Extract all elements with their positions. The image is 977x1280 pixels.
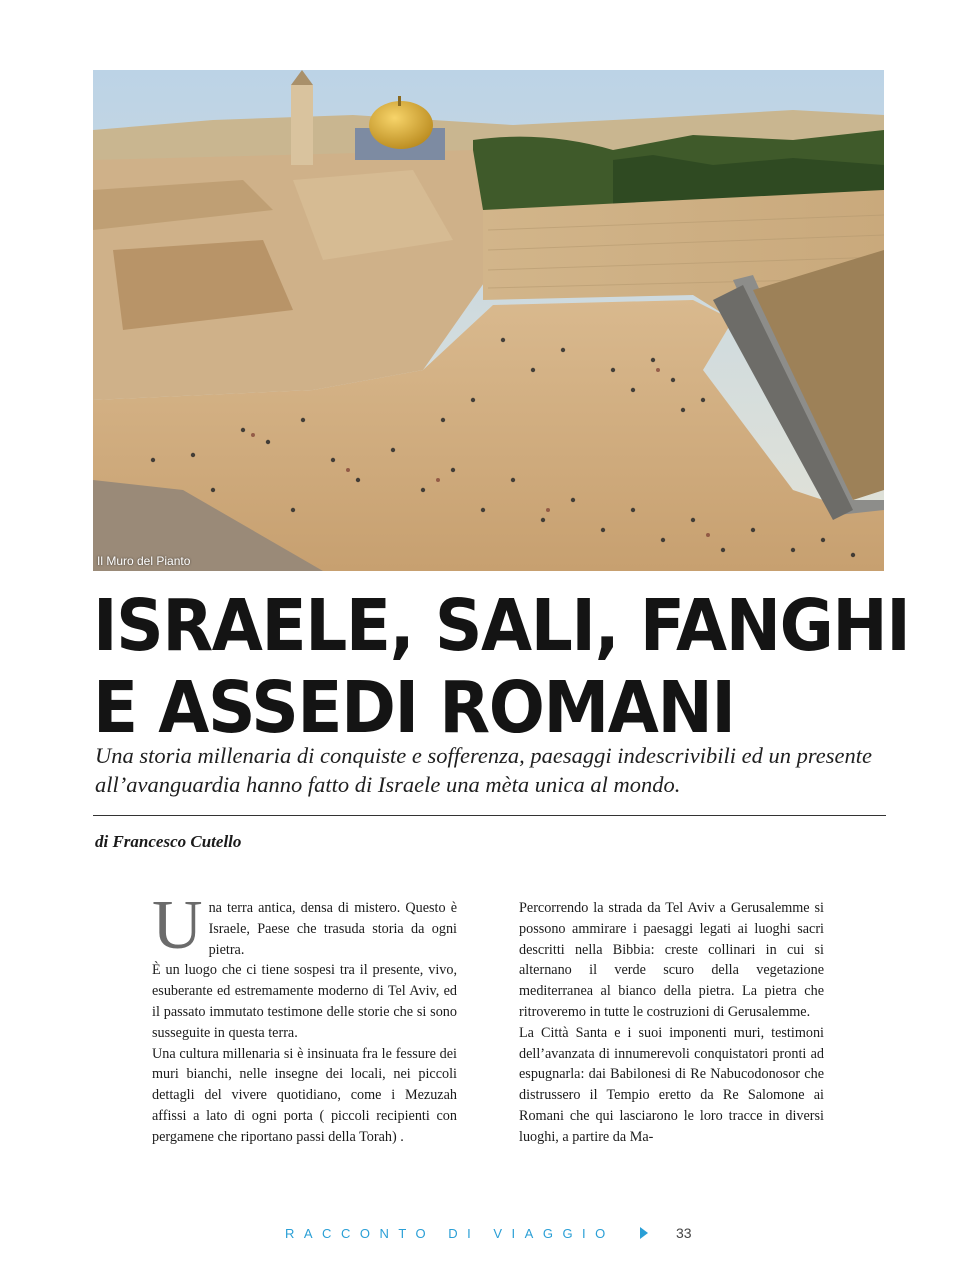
dropcap: U (152, 887, 203, 964)
paragraph: La Città Santa e i suoi imponenti muri, testimoni dell’avanzata di innumerevoli conquistatori pronti ad espugnarla: dai Babilonesi di Re Nabucodonosor che distrussero il Tempio eretto da Re Salomone ai Romani che qui lasciarono le loro tracce in diversi luoghi, a partire da Ma- (519, 1024, 824, 1145)
subtitle: Una storia millenaria di conquiste e sofferenza, paesaggi indescrivibili ed un presente all’avanguardia hanno fatto di Israele una mèta unica al mondo. (95, 743, 872, 797)
byline: di Francesco Cutello (95, 832, 242, 851)
paragraph: Percorrendo la strada da Tel Aviv a Gerusalemme si possono ammirare i paesaggi legati ai luoghi sacri descritti nella Bibbia: creste collinari in cui si alternano il verde scuro della vegetazione mediterranea al bianco della pietra. La pietra che ritroveremo in tutte le costruzioni di Gerusalemme. (519, 900, 824, 1020)
hero-photo (93, 70, 884, 571)
triangle-right-icon (640, 1227, 648, 1239)
section-label: RACCONTO DI VIAGGIO (285, 1226, 615, 1241)
divider (93, 815, 886, 816)
photo-caption: Il Muro del Pianto (97, 554, 191, 568)
paragraph: È un luogo che ci tiene sospesi tra il presente, vivo, esuberante ed estremamente moderno di Tel Aviv, ed il passato immutato testimone delle storie che si sono susseguite in questa terra. (152, 962, 457, 1041)
paragraph: Una cultura millenaria si è insinuata fra le fessure dei muri bianchi, nelle insegne dei locali, nei piccoli dettagli del vivere quotidiano, come i Mezuzah affissi a lato di ogni porta ( piccoli recipienti con pergamene che riportano passi della Torah) . (152, 1045, 457, 1145)
headline (93, 584, 910, 749)
headline-line-2: E ASSEDI ROMANI (93, 666, 735, 749)
paragraph: na terra antica, densa di mistero. Questo è Israele, Paese che trasuda storia da ogni pietra. (208, 900, 457, 958)
headline-line-1: ISRAELE, SALI, FANGHI (93, 584, 910, 667)
article-column-left (152, 887, 457, 1148)
article-column-right (519, 898, 824, 1148)
page-number: 33 (676, 1225, 692, 1241)
western-wall-photo (93, 70, 884, 571)
